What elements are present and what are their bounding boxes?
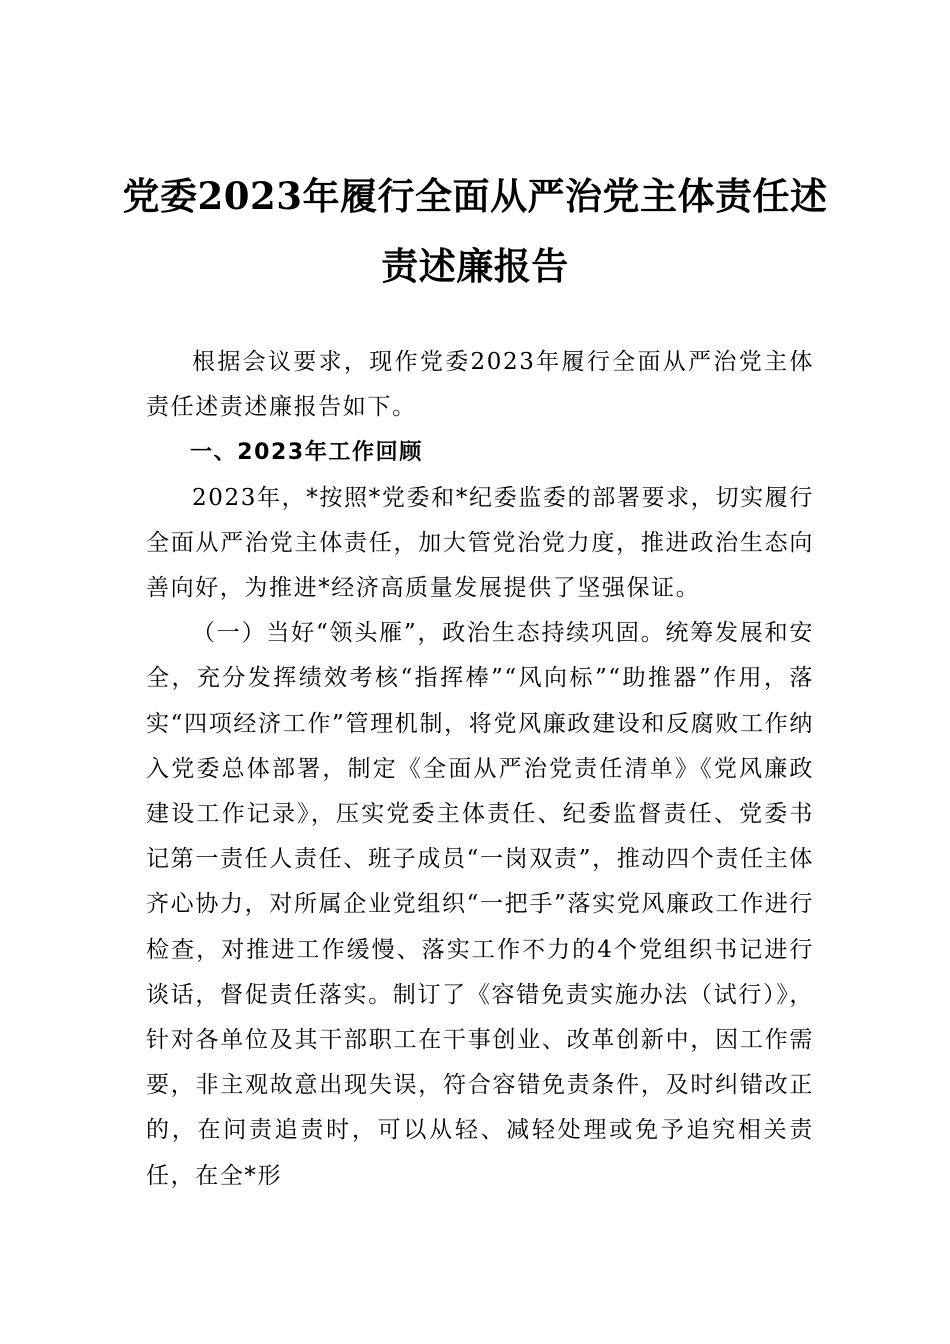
document-title-line-1: 党委2023年履行全面从严治党主体责任述 bbox=[122, 174, 828, 218]
document-title-line-2: 责述廉报告 bbox=[381, 244, 569, 288]
intro-paragraph: 根据会议要求，现作党委2023年履行全面从严治党主体责任述责述廉报告如下。 bbox=[146, 349, 814, 421]
subsection-paragraph: （一）当好“领头雁”，政治生态持续巩固。统筹发展和安全，充分发挥绩效考核“指挥棒”“风向标”“助推器”作用，落实“四项经济工作”管理机制，将党风廉政建设和反腐败工作纳入党委总体部署，制定《全面从严治党责任清单》《党风廉政建设工作记录》，压实党委主体责任、纪委监督责任、党委书记第一责任人责任、班子成员“一岗双责”，推动四个责任主体齐心协力，对所属企业党组织“一把手”落实党风廉政工作进行检查，对推进工作缓慢、落实工作不力的4个党组织书记进行谈话，督促责任落实。制订了《容错免责实施办法（试行）》，针对各单位及其干部职工在干事创业、改革创新中，因工作需要，非主观故意出现失误，符合容错免责条件，及时纠错改正的，在问责追责时，可以从轻、减轻处理或免予追究相关责任，在全*形 bbox=[146, 620, 814, 1189]
section-heading: 一、2023年工作回顾 bbox=[190, 440, 423, 466]
summary-paragraph: 2023年，*按照*党委和*纪委监委的部署要求，切实履行全面从严治党主体责任，加大管党治党力度，推进政治生态向善向好，为推进*经济高质量发展提供了坚强保证。 bbox=[146, 484, 814, 602]
document-body bbox=[146, 340, 814, 1199]
